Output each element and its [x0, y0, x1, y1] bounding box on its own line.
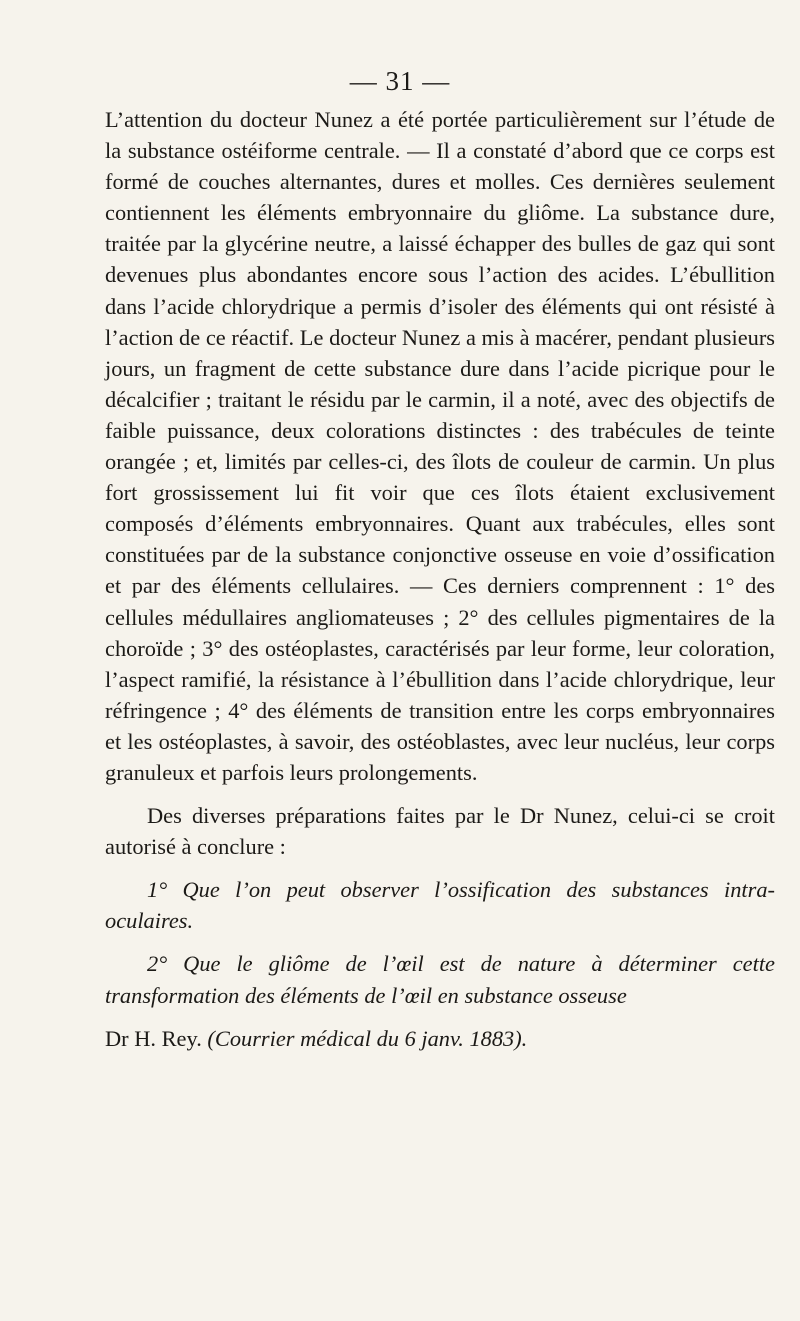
conclusion-1: 1° Que l’on peut observer l’ossification des substances intra-oculaires. — [105, 877, 775, 934]
page-number: — 31 — — [349, 66, 451, 96]
paragraph-1: L’attention du docteur Nunez a été portée particulièrement sur l’étude de la substance ostéiforme centrale. — Il a constaté d’abord que ce corps est formé de couches alternantes, dures et molles. Ces dernières seulement contiennent les éléments embryonnaire du gliôme. La substance dure, traitée par la glycérine neutre, a laissé échapper des bulles de gaz qui sont devenues plus abondantes encore sous l’action des acides. L’ébullition dans l’acide chlorydrique a permis d’isoler des éléments qui ont résisté à l’action de ce réactif. Le docteur Nunez a mis à macérer, pendant plusieurs jours, un fragment de cette substance dure dans l’acide picrique pour le décalcifier ; traitant le résidu par le carmin, il a noté, avec des objectifs de faible puissance, deux colorations distinctes : des trabécules de teinte orangée ; et, limités par celles-ci, des îlots de couleur de carmin. Un plus fort grossissement lui fit voir que ces îlots étaient exclusivement composés d’éléments embryonnaires. Quant aux trabécules, elles sont constituées par de la substance conjonctive osseuse en voie d’ossification et par des éléments cellulaires. — Ces derniers comprennent : 1° des cellules médullaires angliomateuses ; 2° des cellules pigmentaires de la choroïde ; 3° des ostéoplastes, caractérisés par leur forme, leur coloration, l’aspect ramifié, la résistance à l’ébullition dans l’acide chlorydrique, leur réfringence ; 4° des éléments de transition entre les corps embryonnaires et les ostéoplastes, à savoir, des ostéoblastes, avec leur nucléus, leur corps granuleux et parfois leurs prolongements. — [105, 107, 775, 785]
source-citation: (Courrier médical du 6 janv. 1883). — [207, 1025, 528, 1051]
paragraph-2: Des diverses préparations faites par le Dr Nunez, celui-ci se croit autorisé à conclure : — [105, 803, 775, 860]
signature-name: Dr H. Rey. — [105, 1025, 202, 1051]
body-text — [105, 104, 775, 1066]
conclusion-2: 2° Que le gliôme de l’œil est de nature à déterminer cette transformation des éléments de l’œil en substance osseuse — [105, 951, 775, 1008]
signature-line — [105, 1023, 775, 1054]
